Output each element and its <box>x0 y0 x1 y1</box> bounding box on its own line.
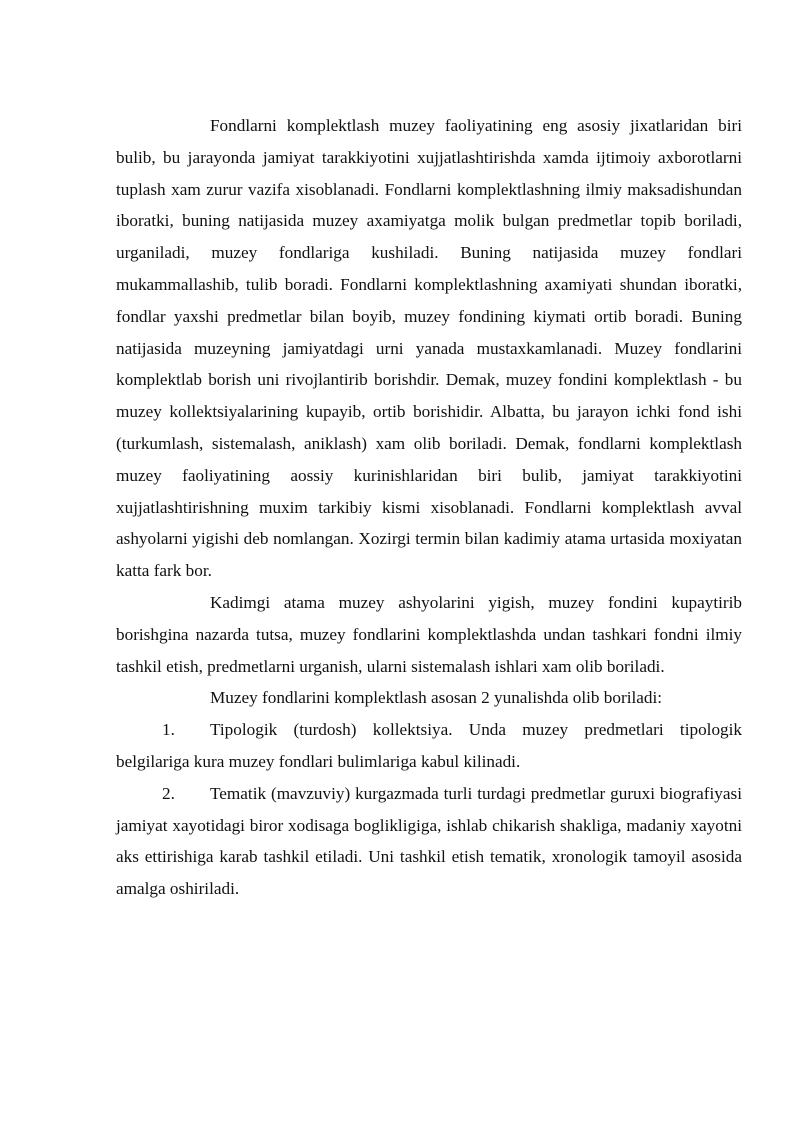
list-text: Tipologik (turdosh) kollektsiya. Unda muzey predmetlari tipologik belgilariga kura muzey fondlari bulimlariga kabul kilinadi. <box>116 720 742 771</box>
document-page <box>116 110 742 905</box>
paragraph-ancient-term: Kadimgi atama muzey ashyolarini yigish, muzey fondini kupaytirib borishgina nazarda tutsa, muzey fondlarini komplektlashda undan tashkari fondni ilmiy tashkil etish, predmetlarni urganish, ularni sistemalash ishlari xam olib boriladi. <box>116 592 742 676</box>
list-number: 2. <box>162 783 175 803</box>
list-text: Tematik (mavzuviy) kurgazmada turli turdagi predmetlar guruxi biografiyasi jamiyat xayotidagi biror xodisaga boglikligiga, ishlab chikarish shakliga, madaniy xayotni aks ettirishiga karab tashkil etiladi. Uni tashkil etish tematik, xronologik tamoyil asosida amalga oshiriladi. <box>116 783 742 899</box>
paragraph-intro: Fondlarni komplektlash muzey faoliyatining eng asosiy jixatlaridan biri bulib, bu jarayonda jamiyat tarakkiyotini xujjatlashtirishda xamda ijtimoiy axborotlarni tuplash xam zurur vazifa xisoblanadi. Fondlarni komplektlashning ilmiy maksadishundan iboratki, buning natijasida muzey axamiyatga molik bulgan predmetlar topib boriladi, urganiladi, muzey fondlariga kushiladi. Buning natijasida muzey fondlari mukammallashib, tulib boradi. Fondlarni komplektlashning axamiyati shundan iboratki, fondlar yaxshi predmetlar bilan boyib, muzey fondining kiymati ortib boradi. Buning natijasida muzeyning jamiyatdagi urni yanada mustaxkamlanadi. Muzey fondlarini komplektlab borish uni rivojlantirib borishdir. Demak, muzey fondini komplektlash - bu muzey kollektsiyalarining kupayib, ortib borishidir. Albatta, bu jarayon ichki fond ishi (turkumlash, sistemalash, aniklash) xam olib boriladi. Demak, fondlarni komplektlash muzey faoliyatining aossiy kurinishlaridan biri bulib, jamiyat tarakkiyotini xujjatlashtirishning muxim tarkibiy kismi xisoblanadi. Fondlarni komplektlash avval ashyolarni yigishi deb nomlangan. Xozirgi termin bilan kadimiy atama urtasida moxiyatan katta fark bor. <box>116 116 742 581</box>
list-item <box>116 714 742 778</box>
paragraph-directions: Muzey fondlarini komplektlash asosan 2 yunalishda olib boriladi: <box>210 688 663 708</box>
list-number: 1. <box>162 720 175 740</box>
list-item <box>116 778 742 905</box>
